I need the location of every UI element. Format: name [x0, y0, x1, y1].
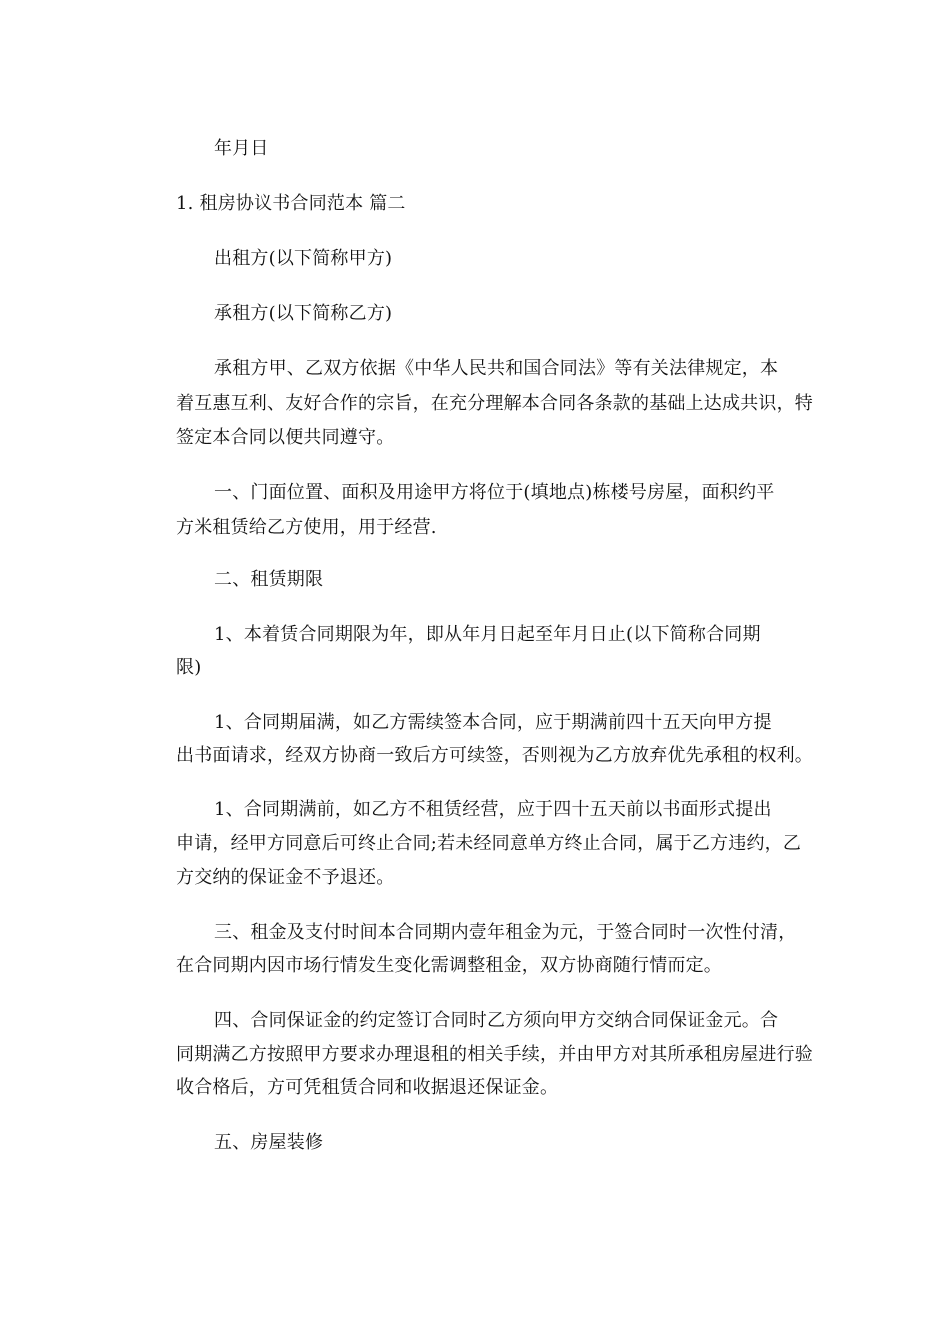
paragraph-line: 1、合同期满前，如乙方不租赁经营，应于四十五天前以书面形式提出 — [214, 799, 772, 820]
lessee-line: 承租方(以下简称乙方) — [214, 303, 393, 324]
paragraph-line: 三、租金及支付时间本合同期内壹年租金为元，于签合同时一次性付清， — [214, 922, 797, 943]
paragraph-line: 同期满乙方按照甲方要求办理退租的相关手续，并由甲方对其所承租房屋进行验 — [176, 1044, 813, 1065]
paragraph-line: 签定本合同以便共同遵守。 — [176, 427, 395, 448]
paragraph-line: 在合同期内因市场行情发生变化需调整租金，双方协商随行情而定。 — [176, 955, 722, 976]
paragraph-line: 1、合同期届满，如乙方需续签本合同，应于期满前四十五天向甲方提 — [214, 712, 772, 733]
clause-5-heading: 五、房屋装修 — [214, 1132, 324, 1153]
paragraph-line: 四、合同保证金的约定签订合同时乙方须向甲方交纳合同保证金元。合 — [214, 1010, 779, 1031]
paragraph-line: 承租方甲、乙双方依据《中华人民共和国合同法》等有关法律规定，本 — [214, 358, 779, 379]
lessor-line: 出租方(以下简称甲方) — [214, 248, 393, 269]
paragraph-line: 收合格后，方可凭租赁合同和收据退还保证金。 — [176, 1077, 559, 1098]
paragraph-line: 出书面请求，经双方协商一致后方可续签，否则视为乙方放弃优先承租的权利。 — [176, 745, 813, 766]
paragraph-line: 着互惠互利、友好合作的宗旨，在充分理解本合同各条款的基础上达成共识，特 — [176, 393, 813, 414]
paragraph-line: 方米租赁给乙方使用，用于经营. — [176, 517, 437, 538]
clause-2-heading: 二、租赁期限 — [214, 569, 324, 590]
paragraph-line: 一、门面位置、面积及用途甲方将位于(填地点)栋楼号房屋，面积约平 — [214, 482, 775, 503]
section-title: 1. 租房协议书合同范本 篇二 — [176, 193, 406, 214]
paragraph-line: 1、本着赁合同期限为年，即从年月日起至年月日止(以下简称合同期 — [214, 624, 761, 645]
paragraph-line: 限) — [176, 657, 202, 678]
date-line: 年月日 — [214, 138, 269, 159]
paragraph-line: 申请，经甲方同意后可终止合同;若未经同意单方终止合同，属于乙方违约，乙 — [176, 833, 802, 854]
paragraph-line: 方交纳的保证金不予退还。 — [176, 867, 395, 888]
